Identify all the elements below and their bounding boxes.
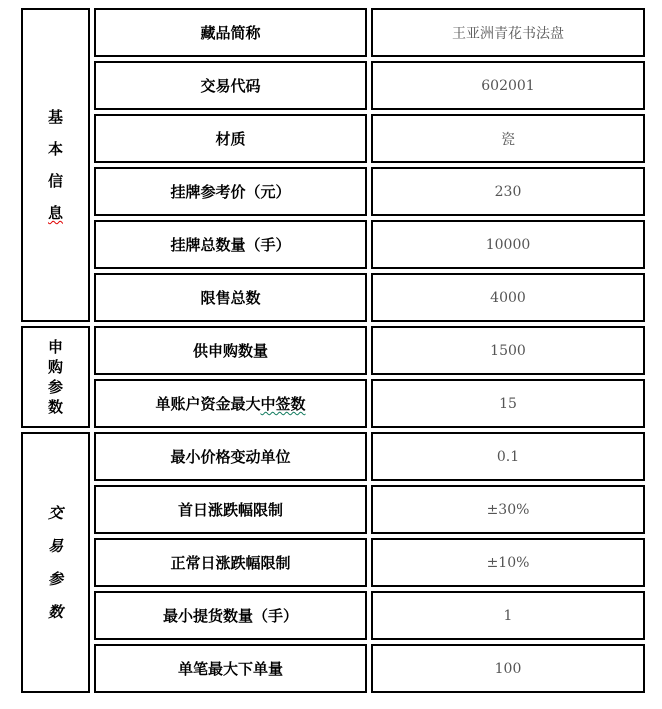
field-label: 首日涨跌幅限制 (177, 501, 283, 519)
cell-value: 0.1 (496, 448, 520, 465)
section-label-basic-info (47, 101, 65, 229)
field-label: 单笔最大下单量 (177, 660, 283, 678)
field-label: 材质 (215, 130, 246, 148)
table-row (21, 432, 645, 481)
section-cell-subscription-params (21, 326, 90, 428)
field-label-cell (94, 326, 367, 375)
value-cell (371, 485, 645, 534)
value-cell (371, 61, 645, 110)
table-row (21, 220, 645, 269)
value-cell (371, 273, 645, 322)
field-label-cell (94, 114, 367, 163)
field-label-cell (94, 432, 367, 481)
value-cell (371, 220, 645, 269)
field-label-cell (94, 167, 367, 216)
section-cell-trading-params (21, 432, 90, 693)
field-label-cell (94, 644, 367, 693)
field-label: 藏品简称 (200, 24, 261, 42)
field-label: 挂牌总数量（手） (170, 236, 291, 254)
section-cell-basic-info (21, 8, 90, 322)
value-cell (371, 379, 645, 428)
field-label-cell (94, 379, 367, 428)
field-label-cell (94, 485, 367, 534)
table-row (21, 591, 645, 640)
field-label: 挂牌参考价（元） (170, 183, 291, 201)
field-label: 限售总数 (200, 289, 261, 307)
cell-value: 602001 (481, 77, 535, 94)
section-label-text: 基本信 (47, 108, 63, 190)
field-label-cell (94, 61, 367, 110)
parameters-table (17, 4, 649, 697)
grammarcheck-flagged-text: 中签数 (260, 395, 306, 413)
field-label: 单账户资金最大 (155, 395, 261, 413)
cell-value: 4000 (490, 289, 526, 306)
table-row (21, 379, 645, 428)
cell-value: ±30% (486, 501, 530, 518)
value-cell (371, 8, 645, 57)
spellcheck-flagged-text: 息 (47, 204, 63, 222)
table-row (21, 114, 645, 163)
table-row (21, 8, 645, 57)
cell-value: 15 (499, 395, 517, 412)
value-cell (371, 114, 645, 163)
table-row (21, 167, 645, 216)
table-row (21, 538, 645, 587)
table-row (21, 644, 645, 693)
value-cell (371, 538, 645, 587)
cell-value: 瓷 (501, 131, 515, 148)
field-label-cell (94, 591, 367, 640)
field-label-cell (94, 220, 367, 269)
section-label-trading-params: 交易参数 (47, 503, 63, 621)
section-label-subscription-params: 申购参数 (47, 338, 63, 416)
field-label: 正常日涨跌幅限制 (170, 554, 291, 572)
value-cell (371, 326, 645, 375)
cell-value: 100 (494, 660, 522, 677)
value-cell (371, 432, 645, 481)
table-row (21, 273, 645, 322)
table-row (21, 485, 645, 534)
cell-value: 230 (494, 183, 522, 200)
cell-value: 1 (503, 607, 513, 624)
value-cell (371, 167, 645, 216)
cell-value: 10000 (485, 236, 531, 253)
field-label: 最小价格变动单位 (170, 448, 291, 466)
table-row (21, 326, 645, 375)
cell-value: 1500 (490, 342, 526, 359)
field-label-cell (94, 538, 367, 587)
field-label: 供申购数量 (192, 342, 268, 360)
field-label: 交易代码 (200, 77, 261, 95)
table-row (21, 61, 645, 110)
cell-value: 王亚洲青花书法盘 (452, 25, 564, 42)
cell-value: ±10% (486, 554, 530, 571)
field-label-cell (94, 8, 367, 57)
field-label: 最小提货数量（手） (162, 607, 298, 625)
field-label-cell (94, 273, 367, 322)
value-cell (371, 591, 645, 640)
value-cell (371, 644, 645, 693)
